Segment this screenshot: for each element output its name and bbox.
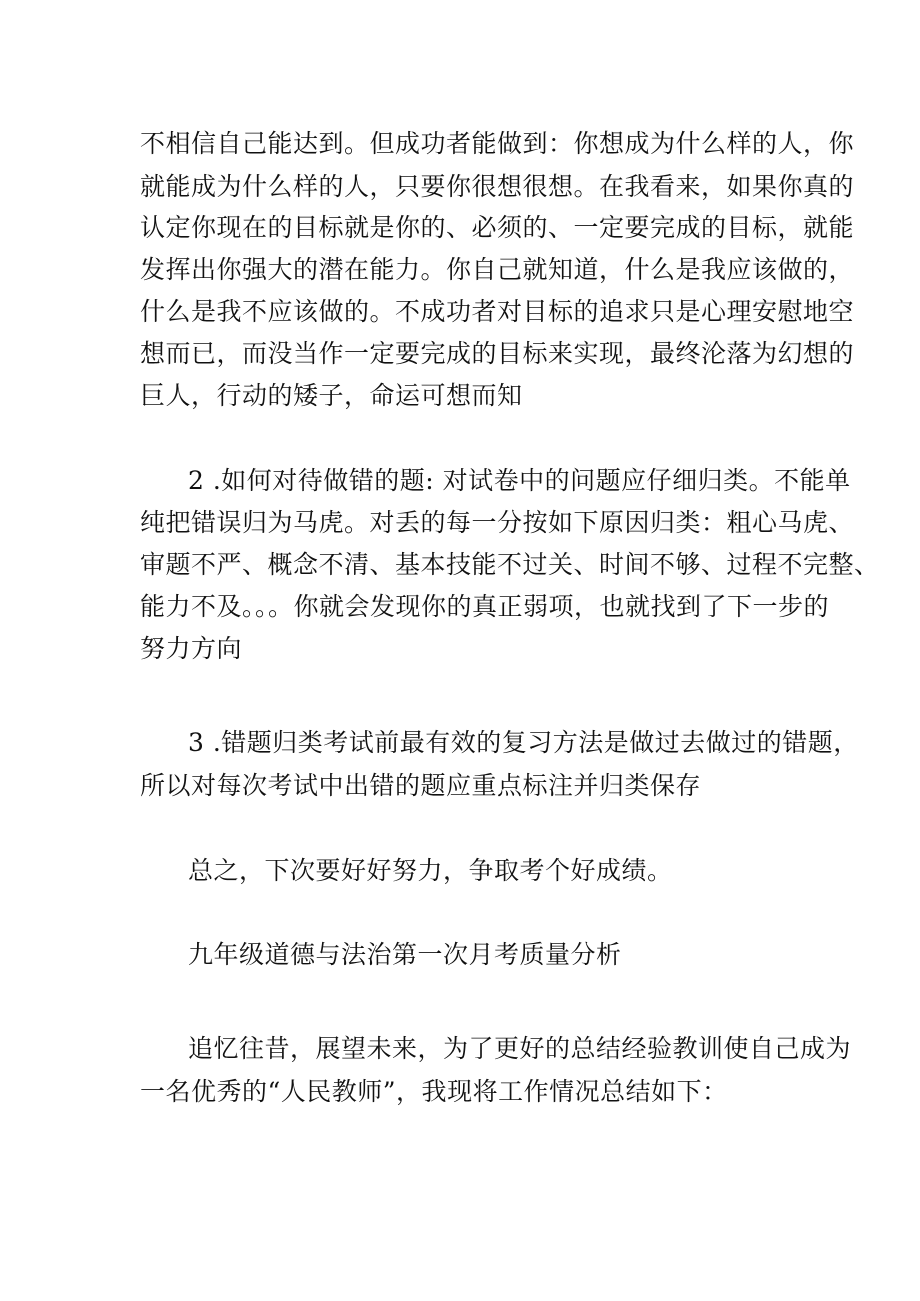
text-line: 发挥出你强大的潜在能力。你自己就知道，什么是我应该做的， [140,255,855,284]
text-line: 巨人，行动的矮子，命运可想而知 [140,381,523,410]
text-line: 一名优秀的“人民教师”，我现将工作情况总结如下： [140,1077,728,1106]
text-line: 3 .错题归类考试前最有效的复习方法是做过去做过的错题， [188,728,859,757]
text-line: 能力不及。。。你就会发现你的真正弱项，也就找到了下一步的 [140,592,830,621]
text-line: 努力方向 [140,634,243,663]
text-line: 想而已，而没当作一定要完成的目标来实现，最终沦落为幻想的 [140,339,855,368]
text-line: 追忆往昔，展望未来，为了更好的总结经验教训使自己成为 [188,1034,852,1063]
text-line: 审题不严、概念不清、基本技能不过关、时间不够、过程不完整、 [140,550,880,579]
text-line: 认定你现在的目标就是你的、必须的、一定要完成的目标，就能 [140,213,855,242]
text-line: 总之，下次要好好努力，争取考个好成绩。 [188,856,673,885]
text-line: 什么是我不应该做的。不成功者对目标的追求只是心理安慰地空 [140,297,855,326]
text-line: 2 .如何对待做错的题: 对试卷中的问题应仔细归类。不能单 [188,466,851,495]
text-line: 所以对每次考试中出错的题应重点标注并归类保存 [140,771,702,800]
text-line: 就能成为什么样的人，只要你很想很想。在我看来，如果你真的 [140,172,855,201]
text-line: 不相信自己能达到。但成功者能做到：你想成为什么样的人，你 [140,129,855,158]
section-heading: 九年级道德与法治第一次月考质量分析 [188,940,622,969]
text-line: 纯把错误归为马虎。对丢的每一分按如下原因归类：粗心马虎、 [140,508,855,537]
